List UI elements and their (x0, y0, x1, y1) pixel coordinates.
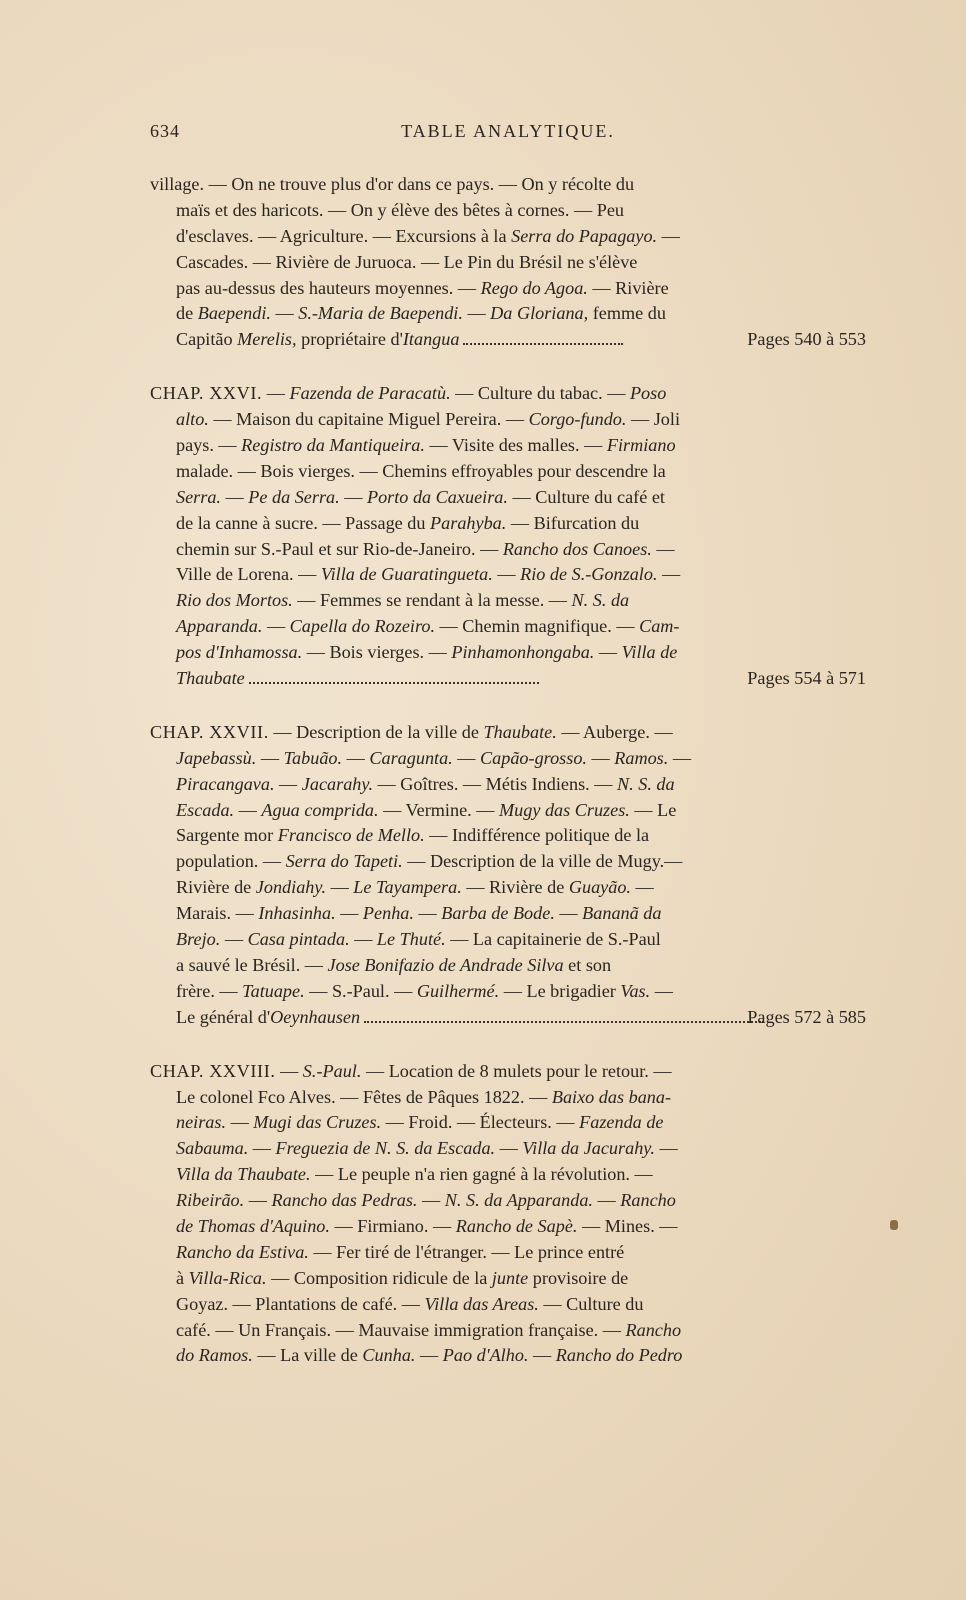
text: — (654, 1138, 678, 1159)
italic-text: Villa da Thaubate. (176, 1164, 311, 1185)
entry-line (150, 172, 866, 198)
text: — (326, 877, 354, 898)
text: CHAP. XXVI. (150, 383, 263, 404)
italic-text: Villa de (621, 642, 678, 663)
entry-line (150, 666, 866, 692)
italic-text: Fazenda de Paracatù. (289, 383, 451, 404)
italic-text: Itangua (402, 329, 460, 350)
text: — Visite des malles. — (424, 435, 607, 456)
entry-line (150, 875, 866, 901)
entry-line (150, 1214, 866, 1240)
italic-text: Ramos. (614, 747, 669, 768)
text: — Culture du (538, 1293, 644, 1314)
italic-text: Rancho das Pedras. (271, 1190, 418, 1211)
italic-text: Rio de S.-Gonzalo. (520, 564, 658, 585)
text: — (630, 877, 654, 898)
entry-line (150, 746, 866, 772)
italic-text: Cam- (639, 616, 680, 637)
text: — Rivière (587, 277, 669, 298)
entry-line (150, 459, 866, 485)
italic-text: Caragunta. (369, 747, 453, 768)
italic-text: Villa das Areas. (424, 1293, 539, 1314)
italic-text: Capão-grosso. (480, 747, 587, 768)
italic-text: Villa da Jacurahy. (522, 1138, 655, 1159)
italic-text: Serra do Tapeti. (285, 851, 403, 872)
text: Ville de Lorena. — (176, 564, 321, 585)
text: — Froid. — Électeurs. — (381, 1112, 580, 1133)
italic-text: N. S. da Apparanda. (444, 1190, 593, 1211)
text: Marais. — (176, 903, 259, 924)
text: — Description de la ville de (268, 721, 484, 742)
text: — Composition ridicule de la (266, 1267, 492, 1288)
text: — Le (629, 799, 677, 820)
italic-text: Mugi das Cruzes. (253, 1112, 382, 1133)
italic-text: junte (491, 1267, 529, 1288)
text: — Culture du café et (507, 486, 665, 507)
italic-text: Rancho da Estiva. (176, 1241, 309, 1262)
text: — Chemin magnifique. — (435, 616, 640, 637)
text: — Le peuple n'a rien gagné à la révolution. — (310, 1164, 653, 1185)
italic-text: S.-Maria de Baependi. (298, 303, 463, 324)
ink-spot (890, 1220, 898, 1230)
text: — La ville de (252, 1345, 363, 1366)
text: — (413, 903, 442, 924)
text: — (339, 486, 367, 507)
italic-text: Pinhamonhongaba. (451, 642, 595, 663)
italic-text: Apparanda. (176, 616, 263, 637)
text: — Maison du capitaine Miguel Pereira. — (208, 409, 529, 430)
text: — (592, 1190, 621, 1211)
italic-text: Rancho dos Canoes. (502, 538, 652, 559)
entry-line (150, 720, 866, 746)
page-header (150, 121, 866, 145)
italic-text: N. S. da (617, 773, 675, 794)
text: — (586, 747, 615, 768)
text: — Firmiano. — (329, 1215, 456, 1236)
text: — Fer tiré de l'étranger. — Le prince entré (308, 1241, 625, 1262)
text: — Culture du tabac. — (450, 383, 630, 404)
text: — Le brigadier (499, 980, 621, 1001)
italic-text: Jondiahy. (255, 877, 327, 898)
text: — (417, 1190, 445, 1211)
text: — (495, 1138, 523, 1159)
italic-text: Jose Bonifazio de Andrade Silva (327, 954, 564, 975)
entry-line (150, 640, 866, 666)
entry-line (150, 979, 866, 1005)
entry-line (150, 433, 866, 459)
text: malade. — Bois vierges. — Chemins effroyables pour descendre la (176, 460, 666, 481)
page-range: Pages 572 à 585 (747, 1006, 866, 1027)
text: — La capitainerie de S.-Paul (445, 929, 661, 950)
text: — Bois vierges. — (302, 642, 452, 663)
italic-text: Sabauma. (176, 1138, 249, 1159)
italic-text: Brejo. (176, 929, 221, 950)
entry-line (150, 823, 866, 849)
page-number: 634 (150, 121, 180, 141)
entry-line (150, 250, 866, 276)
entry-line (150, 1292, 866, 1318)
entry-line (150, 1110, 866, 1136)
italic-text: Penha. (362, 903, 414, 924)
text: — (256, 747, 284, 768)
entry-line (150, 1162, 866, 1188)
italic-text: Mugy das Cruzes. (498, 799, 630, 820)
text: femme du (588, 303, 666, 324)
text: — Rivière de (461, 877, 569, 898)
italic-text: Da Gloriana, (490, 303, 589, 324)
text: — (492, 564, 521, 585)
entry-line (150, 901, 866, 927)
italic-text: Corgo-fundo. (528, 409, 627, 430)
italic-text: Thaubate. (483, 721, 557, 742)
text: chemin sur S.-Paul et sur Rio-de-Janeiro. — (176, 538, 503, 559)
text: — S.-Paul. — (304, 980, 417, 1001)
italic-text: Pao d'Alho. (442, 1345, 529, 1366)
chapter-entry (150, 1059, 866, 1370)
italic-text: Barba de Bode. (441, 903, 555, 924)
entry-line (150, 511, 866, 537)
italic-text: Merelis, (237, 329, 297, 350)
italic-text: Guilhermé. (416, 980, 500, 1001)
text: — (554, 903, 583, 924)
entry-line (150, 381, 866, 407)
entry-line (150, 1085, 866, 1111)
text: — Goîtres. — Métis Indiens. — (373, 773, 617, 794)
italic-text: neiras. (176, 1112, 227, 1133)
text: café. — Un Français. — Mauvaise immigration française. — (176, 1319, 626, 1340)
text: maïs et des haricots. — On y élève des bêtes à cornes. — Peu (176, 199, 624, 220)
text: pays. — (176, 435, 242, 456)
entry-line (150, 1005, 866, 1031)
italic-text: Piracangava. (176, 773, 275, 794)
italic-text: Thaubate (176, 668, 245, 689)
italic-text: alto. (176, 409, 209, 430)
entry-line (150, 537, 866, 563)
italic-text: Le Tayampera. (353, 877, 462, 898)
text: — (262, 616, 290, 637)
text: Le général d' (176, 1006, 271, 1027)
italic-text: pos d'Inhamossa. (176, 642, 303, 663)
entry-line (150, 301, 866, 327)
text: Cascades. — Rivière de Juruoca. — Le Pin du Brésil ne s'élève (176, 251, 638, 272)
text: — Location de 8 mulets pour le retour. — (361, 1060, 672, 1081)
text: — Mines. — (577, 1215, 678, 1236)
entry-line (150, 1136, 866, 1162)
text: Goyaz. — Plantations de café. — (176, 1293, 425, 1314)
entry-line (150, 1266, 866, 1292)
text: — (415, 1345, 443, 1366)
text: frère. — (176, 980, 243, 1001)
page-range: Pages 540 à 553 (747, 329, 866, 350)
text: — (342, 747, 370, 768)
text: — (668, 747, 692, 768)
dot-leader (463, 329, 623, 345)
italic-text: Agua comprida. (261, 799, 379, 820)
entry-line (150, 562, 866, 588)
italic-text: Le Thuté. (376, 929, 446, 950)
italic-text: Fazenda de (579, 1112, 664, 1133)
text: — (335, 903, 363, 924)
italic-text: Guayão. (568, 877, 631, 898)
text: de (176, 303, 198, 324)
entry-line (150, 614, 866, 640)
entry-line (150, 927, 866, 953)
entry-line (150, 849, 866, 875)
text: — (270, 303, 299, 324)
text: Rivière de (176, 877, 256, 898)
italic-text: Firmiano (606, 435, 676, 456)
italic-text: N. S. da (571, 590, 630, 611)
text: — Bifurcation du (506, 512, 640, 533)
italic-text: Casa pintada. (247, 929, 350, 950)
italic-text: Rio dos Mortos. (176, 590, 293, 611)
entry-line (150, 276, 866, 302)
text: — (220, 486, 249, 507)
italic-text: Rancho do Pedro (555, 1345, 683, 1366)
entry-line (150, 327, 866, 353)
text: — (226, 1112, 254, 1133)
text: — (244, 1190, 272, 1211)
text: — Vermine. — (378, 799, 499, 820)
running-title: TABLE ANALYTIQUE. (401, 121, 615, 141)
text: — (262, 383, 290, 404)
italic-text: Francisco de Mello. (277, 825, 425, 846)
entry-line (150, 1343, 866, 1369)
text: à (176, 1267, 189, 1288)
italic-text: Serra. (176, 486, 221, 507)
page-range: Pages 554 à 571 (747, 668, 866, 689)
italic-text: S.-Paul. (302, 1060, 362, 1081)
italic-text: Cunha. (362, 1345, 416, 1366)
entry-line (150, 407, 866, 433)
italic-text: Porto da Caxueira. (366, 486, 508, 507)
text: Le colonel Fco Alves. — Fêtes de Pâques 1822. — (176, 1086, 552, 1107)
entry-line (150, 1240, 866, 1266)
italic-text: Villa-Rica. (188, 1267, 267, 1288)
chapter-entry (150, 381, 866, 692)
text: — Auberge. — (556, 721, 673, 742)
italic-text: Oeynhausen (270, 1006, 361, 1027)
italic-text: Jacarahy. (301, 773, 373, 794)
text: a sauvé le Brésil. — (176, 954, 328, 975)
italic-text: Tatuape. (242, 980, 305, 1001)
text: — (650, 980, 673, 1001)
entry-line (150, 485, 866, 511)
italic-text: Inhasinha. (258, 903, 336, 924)
italic-text: Vas. (620, 980, 651, 1001)
dot-leader (364, 1007, 764, 1023)
dot-leader (249, 668, 539, 684)
italic-text: Rancho de Sapè. (455, 1215, 578, 1236)
italic-text: Rancho (620, 1190, 676, 1211)
text: — (220, 929, 248, 950)
text: de la canne à sucre. — Passage du (176, 512, 431, 533)
entry-line (150, 1318, 866, 1344)
entry-line (150, 1188, 866, 1214)
text: — (275, 1060, 303, 1081)
entry-line (150, 588, 866, 614)
text: et son (563, 954, 612, 975)
text: — (657, 225, 680, 246)
text: — (452, 747, 481, 768)
italic-text: Baixo das bana- (551, 1086, 672, 1107)
entry-line (150, 953, 866, 979)
text: — (248, 1138, 276, 1159)
text: — (528, 1345, 556, 1366)
italic-text: Baependi. (197, 303, 271, 324)
text: CHAP. XXVII. (150, 721, 269, 742)
italic-text: Registro da Mantiqueira. (241, 435, 425, 456)
text: pas au-dessus des hauteurs moyennes. — (176, 277, 481, 298)
italic-text: de Thomas d'Aquino. (176, 1215, 330, 1236)
text: village. — On ne trouve plus d'or dans ce pays. — On y récolte du (150, 174, 635, 194)
italic-text: Villa de Guaratingueta. (320, 564, 493, 585)
entry-line (150, 798, 866, 824)
entry-line (150, 1059, 866, 1085)
text: — (274, 773, 302, 794)
text: — (651, 538, 675, 559)
italic-text: do Ramos. (176, 1345, 253, 1366)
italic-text: Tabuão. (283, 747, 343, 768)
text: Capitão (176, 329, 238, 350)
text: provisoire de (528, 1267, 629, 1288)
table-of-contents (150, 172, 866, 1397)
italic-text: Capella do Rozeiro. (289, 616, 435, 637)
italic-text: Freguezia de N. S. da Escada. (275, 1138, 496, 1159)
italic-text: Parahyba. (430, 512, 507, 533)
chapter-entry (150, 720, 866, 1031)
entry-line (150, 772, 866, 798)
text: — Femmes se rendant à la messe. — (292, 590, 572, 611)
italic-text: Pe da Serra. (248, 486, 340, 507)
italic-text: Rancho (625, 1319, 682, 1340)
text: — (462, 303, 491, 324)
text: — Indifférence politique de la (424, 825, 650, 846)
text: — Description de la ville de Mugy.— (402, 851, 683, 872)
text: propriétaire d' (296, 329, 403, 350)
entry-line (150, 224, 866, 250)
text: — Joli (626, 409, 680, 430)
text: Sargente mor (176, 825, 278, 846)
italic-text: Serra do Papagayo. (511, 225, 658, 246)
text: population. — (176, 851, 286, 872)
text: — (349, 929, 377, 950)
italic-text: Ribeirão. (176, 1190, 245, 1211)
entry-line (150, 198, 866, 224)
text: — (234, 799, 262, 820)
text: — (657, 564, 681, 585)
italic-text: Poso (629, 383, 667, 404)
italic-text: Escada. (176, 799, 235, 820)
italic-text: Japebassù. (176, 747, 257, 768)
text: — (594, 642, 622, 663)
text: d'esclaves. — Agriculture. — Excursions à la (176, 225, 512, 246)
italic-text: Bananã da (582, 903, 662, 924)
text: CHAP. XXVIII. (150, 1060, 276, 1081)
italic-text: Rego do Agoa. (480, 277, 588, 298)
chapter-entry (150, 172, 866, 353)
